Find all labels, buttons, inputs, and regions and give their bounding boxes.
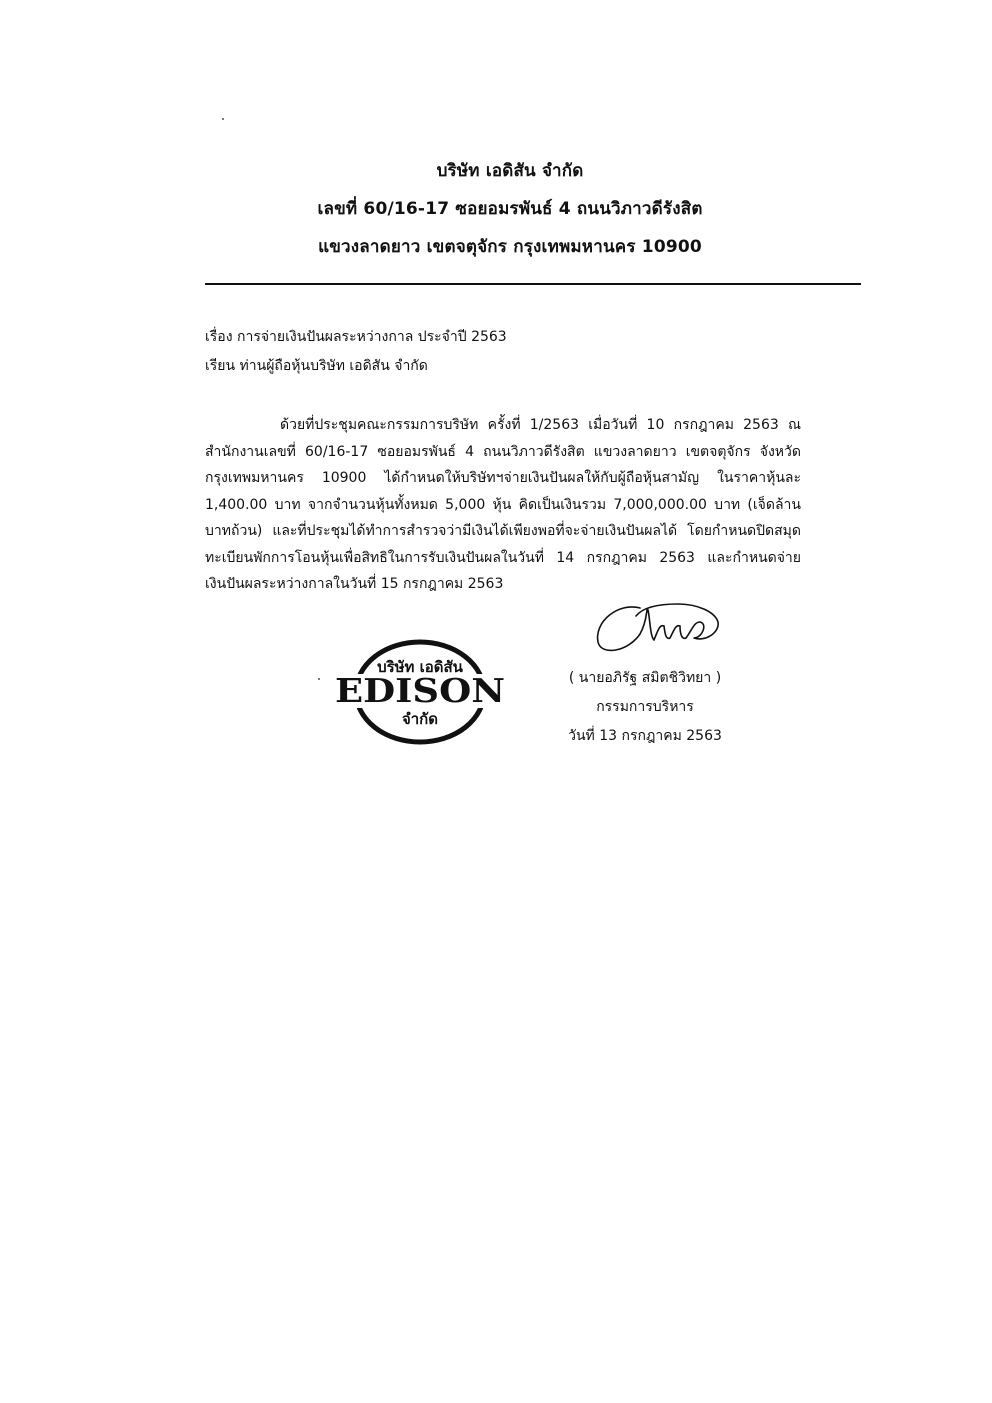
company-stamp (330, 636, 510, 746)
stamp-bottom-text: จำกัด (401, 710, 439, 728)
signatory-block (545, 664, 745, 751)
company-name: บริษัท เอดิสัน จำกัด (436, 161, 584, 181)
signatory-name: ( นายอภิรัฐ สมิตชิวิทยา ) (568, 670, 722, 686)
stamp-top-text: บริษัท เอดิสัน (377, 658, 463, 676)
letter-body: ด้วยที่ประชุมคณะกรรมการบริษัท ครั้งที่ 1/2563 เมื่อวันที่ 10 กรกฎาคม 2563 ณ สำนักงานเลขที่ 60/16-17 ซอยอมรพันธ์ 4 ถนนวิภาวดีรังสิต แขวงลาดยาว เขตจตุจักร จังหวัดกรุงเทพมหานคร 10900 ได้กำหนดให้บริษัทฯจ่ายเงินปันผลให้กับผู้ถือหุ้นสามัญ ในราคาหุ้นละ 1,400.00 บาท จากจำนวนหุ้นทั้งหมด 5,000 หุ้น คิดเป็นเงินรวม 7,000,000.00 บาท (เจ็ดล้านบาทถ้วน) และที่ประชุมได้ทำการสำรวจว่ามีเงินได้เพียงพอที่จะจ่ายเงินปันผลได้ โดยกำหนดปิดสมุดทะเบียนพักการโอนหุ้นเพื่อสิทธิในการรับเงินปันผลในวันที่ 14 กรกฎาคม 2563 และกำหนดจ่ายเงินปันผลระหว่างกาลในวันที่ 15 กรกฎาคม 2563 (205, 417, 801, 592)
signatory-position: กรรมการบริหาร (596, 699, 694, 715)
company-address-line-1: เลขที่ 60/16-17 ซอยอมรพันธ์ 4 ถนนวิภาวดีรังสิต (317, 199, 703, 219)
stamp-graphic (330, 636, 510, 746)
signature-graphic (588, 596, 728, 666)
signature-date: วันที่ 13 กรกฎาคม 2563 (568, 728, 722, 744)
letterhead (160, 152, 860, 266)
recipient-line: เรียน ท่านผู้ถือหุ้นบริษัท เอดิสัน จำกัด (205, 358, 428, 374)
signature (588, 596, 728, 666)
subject-block (205, 323, 507, 381)
scan-speck (222, 118, 224, 120)
company-address-line-2: แขวงลาดยาว เขตจตุจักร กรุงเทพมหานคร 10900 (318, 237, 702, 257)
letterhead-divider (205, 283, 861, 285)
subject-line: เรื่อง การจ่ายเงินปันผลระหว่างกาล ประจำปี 2563 (205, 329, 507, 345)
scan-speck (318, 678, 320, 680)
stamp-brand-text: EDISON (335, 671, 505, 710)
